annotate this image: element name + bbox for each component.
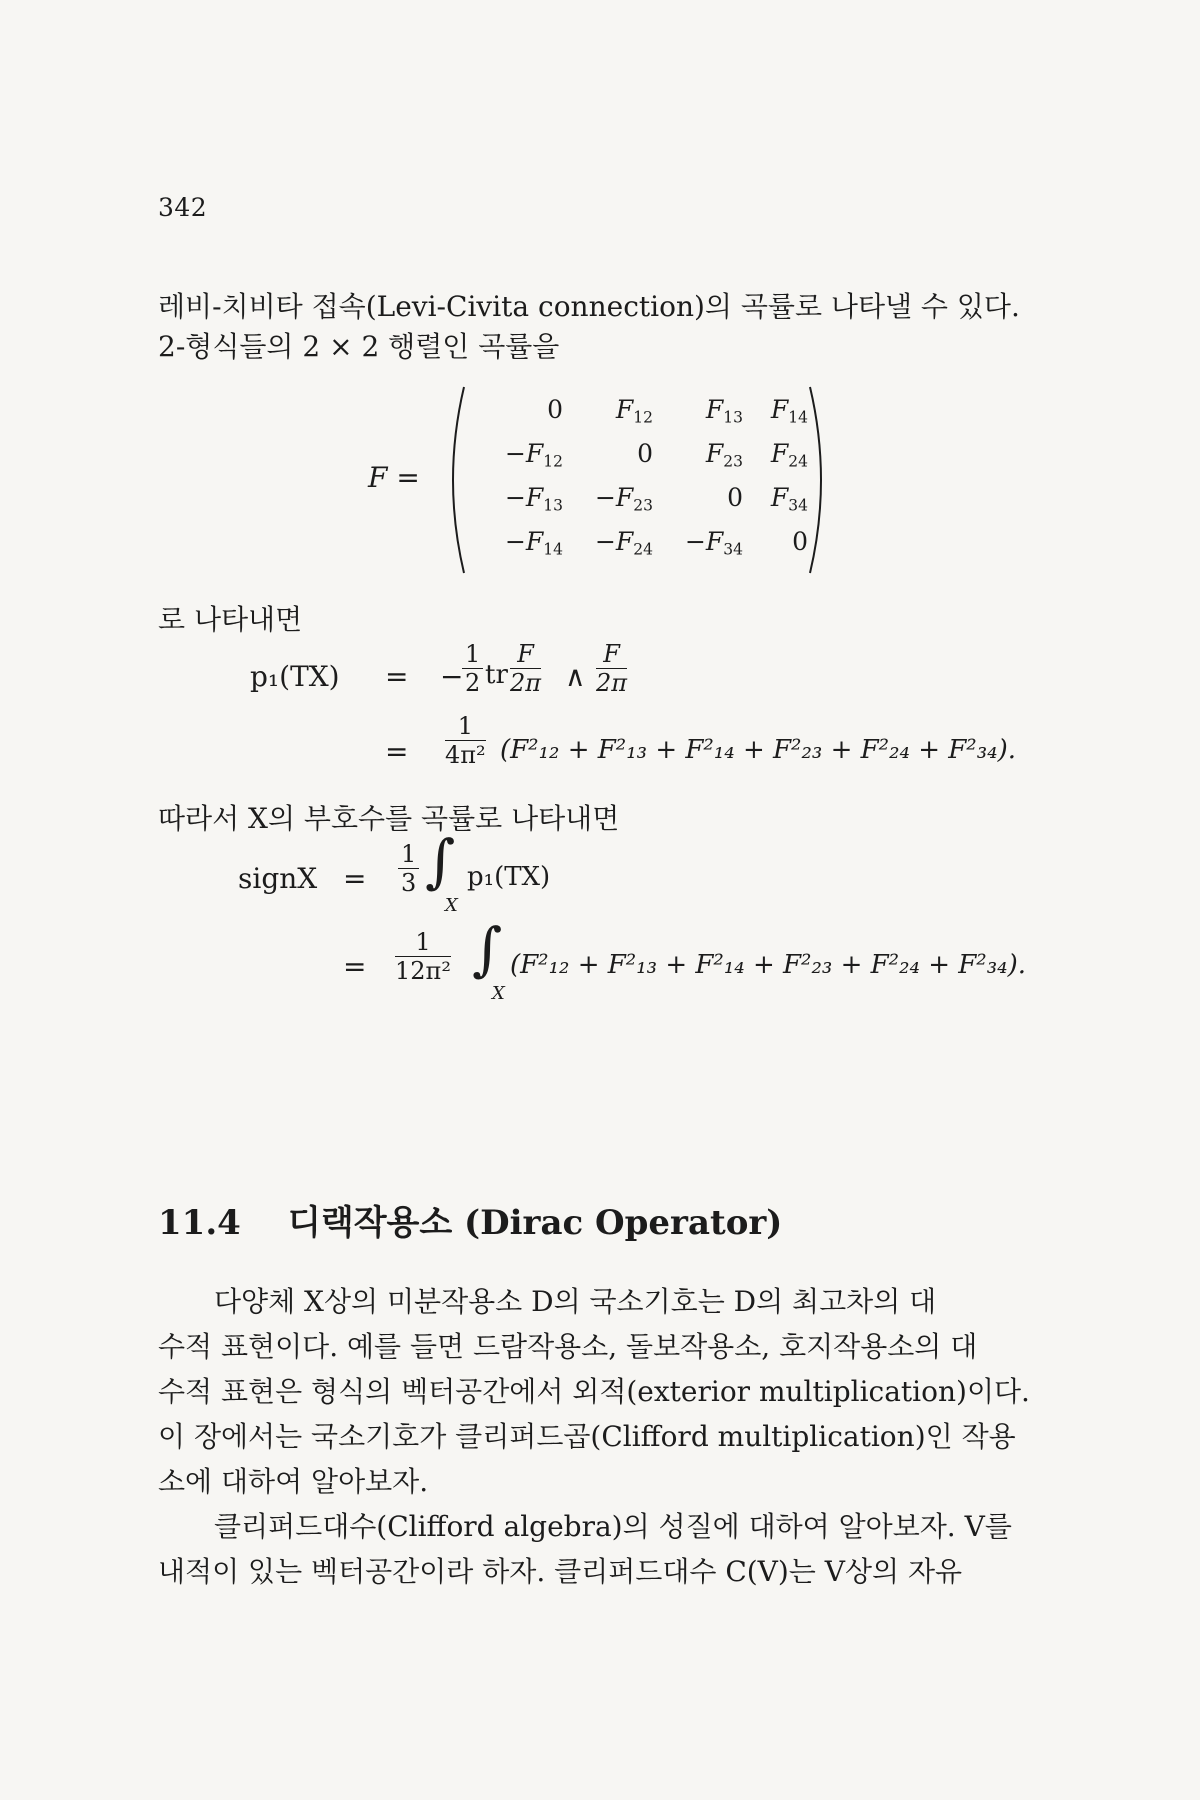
matrix-cell: $-F_{34}$ — [684, 527, 743, 559]
sign-integrand-1: p₁(TX) — [467, 862, 551, 892]
intro-line-2: 2-형식들의 2 × 2 행렬인 곡률을 — [158, 330, 560, 363]
matrix-cell: 0 — [637, 439, 653, 468]
text-after-matrix: 로 나타내면 — [158, 603, 303, 636]
body-line-3: 수적 표현은 형식의 벡터공간에서 외적(exterior multiplication)이다. — [158, 1375, 1030, 1408]
integral-domain-2: X — [492, 983, 505, 1004]
matrix-cell: $-F_{23}$ — [594, 483, 653, 515]
matrix-cell: $F_{23}$ — [705, 439, 743, 471]
sign-lhs: signX — [238, 862, 318, 895]
matrix-cell: $-F_{12}$ — [504, 439, 563, 471]
fraction-one-half: $\frac{1}{2}$ — [462, 640, 483, 697]
matrix-cell: $F_{13}$ — [705, 395, 743, 427]
right-parenthesis — [806, 385, 836, 575]
body-line-7: 내적이 있는 벡터공간이라 하자. 클리퍼드대수 C(V)는 V상의 자유 — [158, 1555, 963, 1588]
text-signature: 따라서 X의 부호수를 곡률로 나타내면 — [158, 802, 620, 835]
section-heading — [158, 1195, 782, 1244]
matrix-cell: $F_{12}$ — [615, 395, 653, 427]
fraction-one-third: $\frac{1}{3}$ — [398, 840, 419, 897]
p1-lhs: p₁(TX) — [250, 660, 340, 693]
matrix-cell: 0 — [792, 527, 808, 556]
matrix-cell: $-F_{13}$ — [504, 483, 563, 515]
minus-sign: − — [440, 660, 464, 693]
section-number: 11.4 — [158, 1203, 241, 1243]
matrix-cell: $F_{14}$ — [770, 395, 808, 427]
intro-line-1: 레비-치비타 접속(Levi-Civita connection)의 곡률로 나타낼 수 있다. — [158, 290, 1020, 323]
matrix-cell: 0 — [547, 395, 563, 424]
matrix-cell: $F_{24}$ — [770, 439, 808, 471]
p1-curvature-sum: (F²₁₂ + F²₁₃ + F²₁₄ + F²₂₃ + F²₂₄ + F²₃₄). — [500, 735, 1016, 765]
matrix-cell: $F_{34}$ — [770, 483, 808, 515]
wedge-symbol: ∧ — [565, 660, 586, 693]
section-title: 디랙작용소 (Dirac Operator) — [288, 1203, 783, 1243]
fraction-one-over-4pi2: $\frac{1}{\text{4π²}}$ — [445, 712, 486, 769]
integral-sign-1: ∫ — [425, 827, 456, 895]
fraction-f-over-2pi-1: $\frac{F}{2\pi}$ — [510, 640, 542, 697]
matrix-cell: 0 — [727, 483, 743, 512]
body-line-6: 클리퍼드대수(Clifford algebra)의 성질에 대하여 알아보자. V를 — [158, 1510, 1012, 1543]
body-line-4: 이 장에서는 국소기호가 클리퍼드곱(Clifford multiplication)인 작용 — [158, 1420, 1016, 1453]
fraction-f-over-2pi-2: $\frac{F}{2\pi}$ — [596, 640, 628, 697]
matrix-cell: $-F_{24}$ — [594, 527, 653, 559]
page-number: 342 — [158, 193, 208, 222]
fraction-one-over-12pi2: $\frac{1}{\text{12π²}}$ — [395, 928, 451, 985]
p1-eq-sign-1: = — [385, 660, 409, 693]
body-line-5: 소에 대하여 알아보자. — [158, 1465, 429, 1498]
matrix-lhs: F = — [368, 461, 420, 494]
integral-sign-2: ∫ — [472, 915, 503, 983]
matrix-cell: $-F_{14}$ — [504, 527, 563, 559]
trace-operator: tr — [485, 660, 508, 690]
body-line-2: 수적 표현이다. 예를 들면 드람작용소, 돌보작용소, 호지작용소의 대 — [158, 1330, 978, 1363]
matrix-entries — [463, 395, 808, 571]
sign-curvature-sum: (F²₁₂ + F²₁₃ + F²₁₄ + F²₂₃ + F²₂₄ + F²₃₄). — [510, 950, 1026, 980]
p1-eq-sign-2: = — [385, 735, 409, 768]
sign-eq-sign-1: = — [343, 862, 367, 895]
curvature-matrix — [368, 385, 838, 575]
sign-eq-sign-2: = — [343, 950, 367, 983]
integral-domain-1: X — [445, 895, 458, 916]
body-line-1: 다양체 X상의 미분작용소 D의 국소기호는 D의 최고차의 대 — [158, 1285, 937, 1318]
